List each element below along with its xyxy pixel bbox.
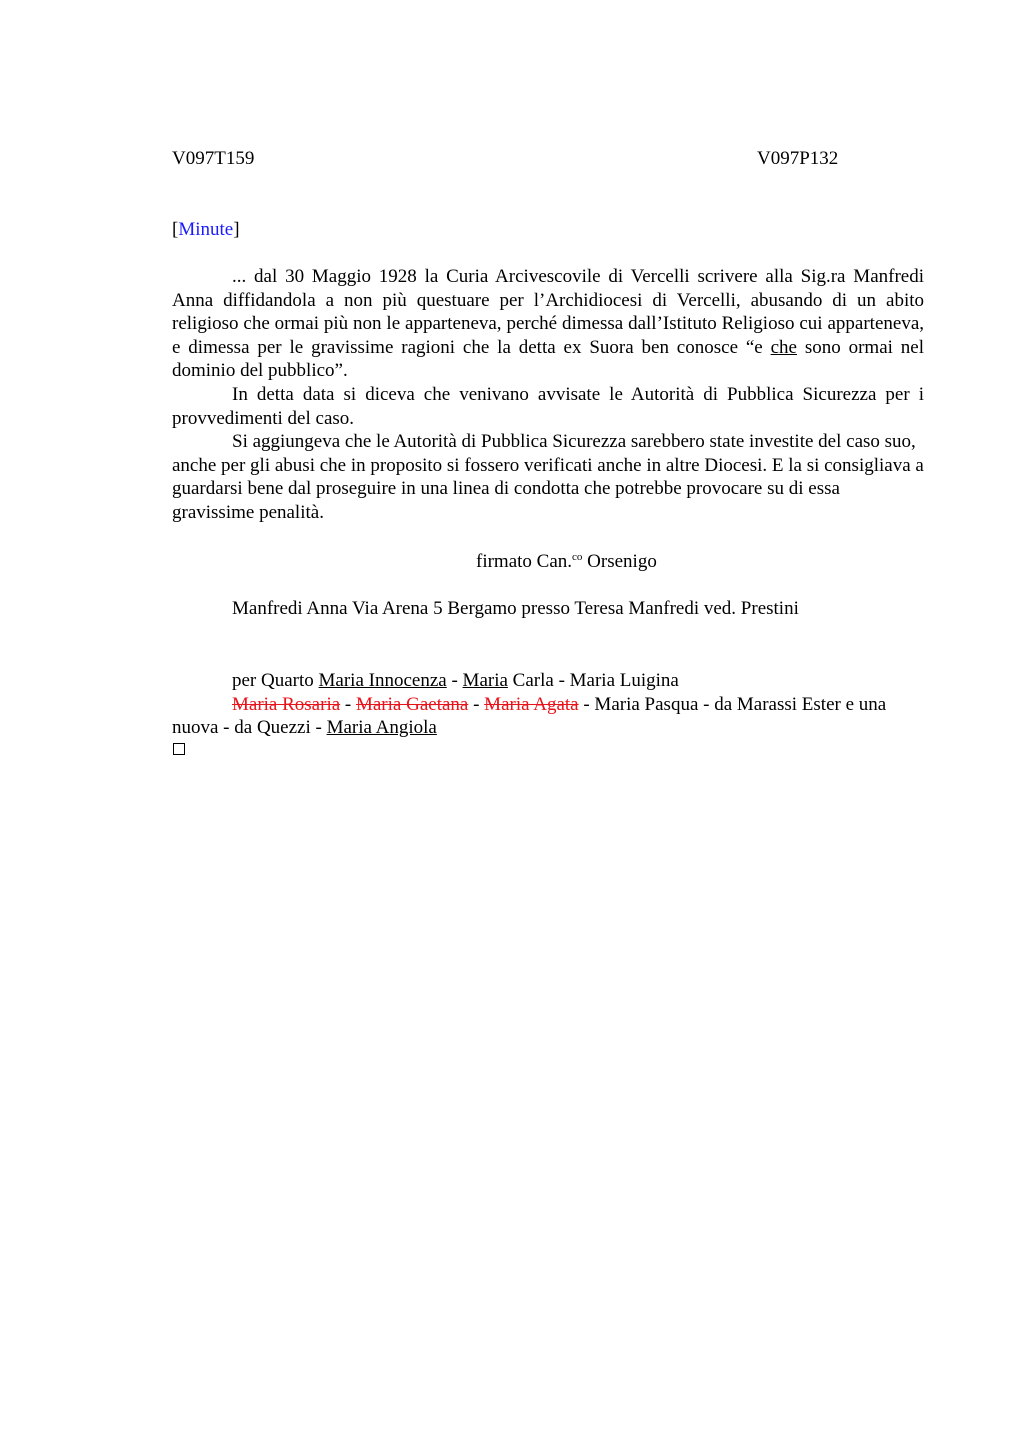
names-line-2-rest: - Maria Pasqua - da Marassi Ester e una nuova - da Quezzi - bbox=[172, 693, 887, 739]
checkbox[interactable] bbox=[173, 743, 185, 755]
paragraph-1-underlined: che bbox=[770, 336, 797, 358]
document-code-right: V097P132 bbox=[757, 148, 839, 169]
name-maria-rosaria-struck: Maria Rosaria bbox=[232, 693, 341, 715]
paragraph-1 bbox=[172, 265, 924, 383]
address-line: Manfredi Anna Via Arena 5 Bergamo presso Teresa Manfredi ved. Prestini bbox=[232, 598, 799, 619]
name-maria-gaetana-struck: Maria Gaetana bbox=[355, 693, 469, 715]
paragraph-1-text-a: ... dal 30 Maggio 1928 la Curia Arcivescovile di Vercelli scrivere alla Sig.ra Manfredi Anna diffidandola a non più questuare per l’Archidiocesi di Vercelli, abusando di un abito religioso che ormai più non le apparteneva, perché dimessa dall’Istituto Religioso cui apparteneva, e dimessa per le gravissime ragioni che la detta ex Suora ben conosce “e bbox=[172, 266, 924, 358]
paragraph-3: Si aggiungeva che le Autorità di Pubblica Sicurezza sarebbero state investite del caso suo, anche per gli abusi che in proposito si fossero verificati anche in altre Diocesi. E la si consigliava a guardarsi bene dal proseguire in una linea di condotta che potrebbe provocare su di essa gravissime penalità. bbox=[172, 431, 924, 523]
names-line-2 bbox=[172, 693, 924, 740]
name-maria-innocenza: Maria Innocenza bbox=[318, 670, 447, 691]
document-code-left: V097T159 bbox=[172, 148, 255, 169]
names-separator: - bbox=[340, 693, 356, 715]
name-maria-agata-struck: Maria Agata bbox=[484, 693, 579, 715]
names-line-1 bbox=[172, 669, 924, 693]
names-separator: - bbox=[468, 693, 485, 715]
names-line-1-rest: Carla - Maria Luigina bbox=[507, 670, 679, 691]
signature-name: Orsenigo bbox=[582, 551, 657, 572]
signature-prefix: firmato Can. bbox=[476, 551, 573, 572]
name-maria-angiola: Maria Angiola bbox=[326, 717, 437, 739]
names-list bbox=[172, 669, 924, 740]
minute-close-bracket: ] bbox=[233, 219, 240, 240]
minute-open-bracket: [ bbox=[172, 219, 179, 240]
names-separator: - bbox=[446, 670, 463, 691]
signature-superscript: co bbox=[572, 551, 583, 563]
paragraph-2: In detta data si diceva che venivano avvisate le Autorità di Pubblica Sicurezza per i provvedimenti del caso. bbox=[172, 383, 924, 429]
name-maria: Maria bbox=[462, 670, 508, 691]
paragraph-1-text-b: sono ormai nel dominio del pubblico”. bbox=[172, 336, 924, 382]
signature bbox=[476, 550, 657, 573]
names-line-1-prefix: per Quarto bbox=[232, 670, 319, 691]
minute-link[interactable]: Minute bbox=[178, 219, 234, 240]
letter-body bbox=[172, 265, 924, 525]
minute-label bbox=[172, 218, 240, 241]
